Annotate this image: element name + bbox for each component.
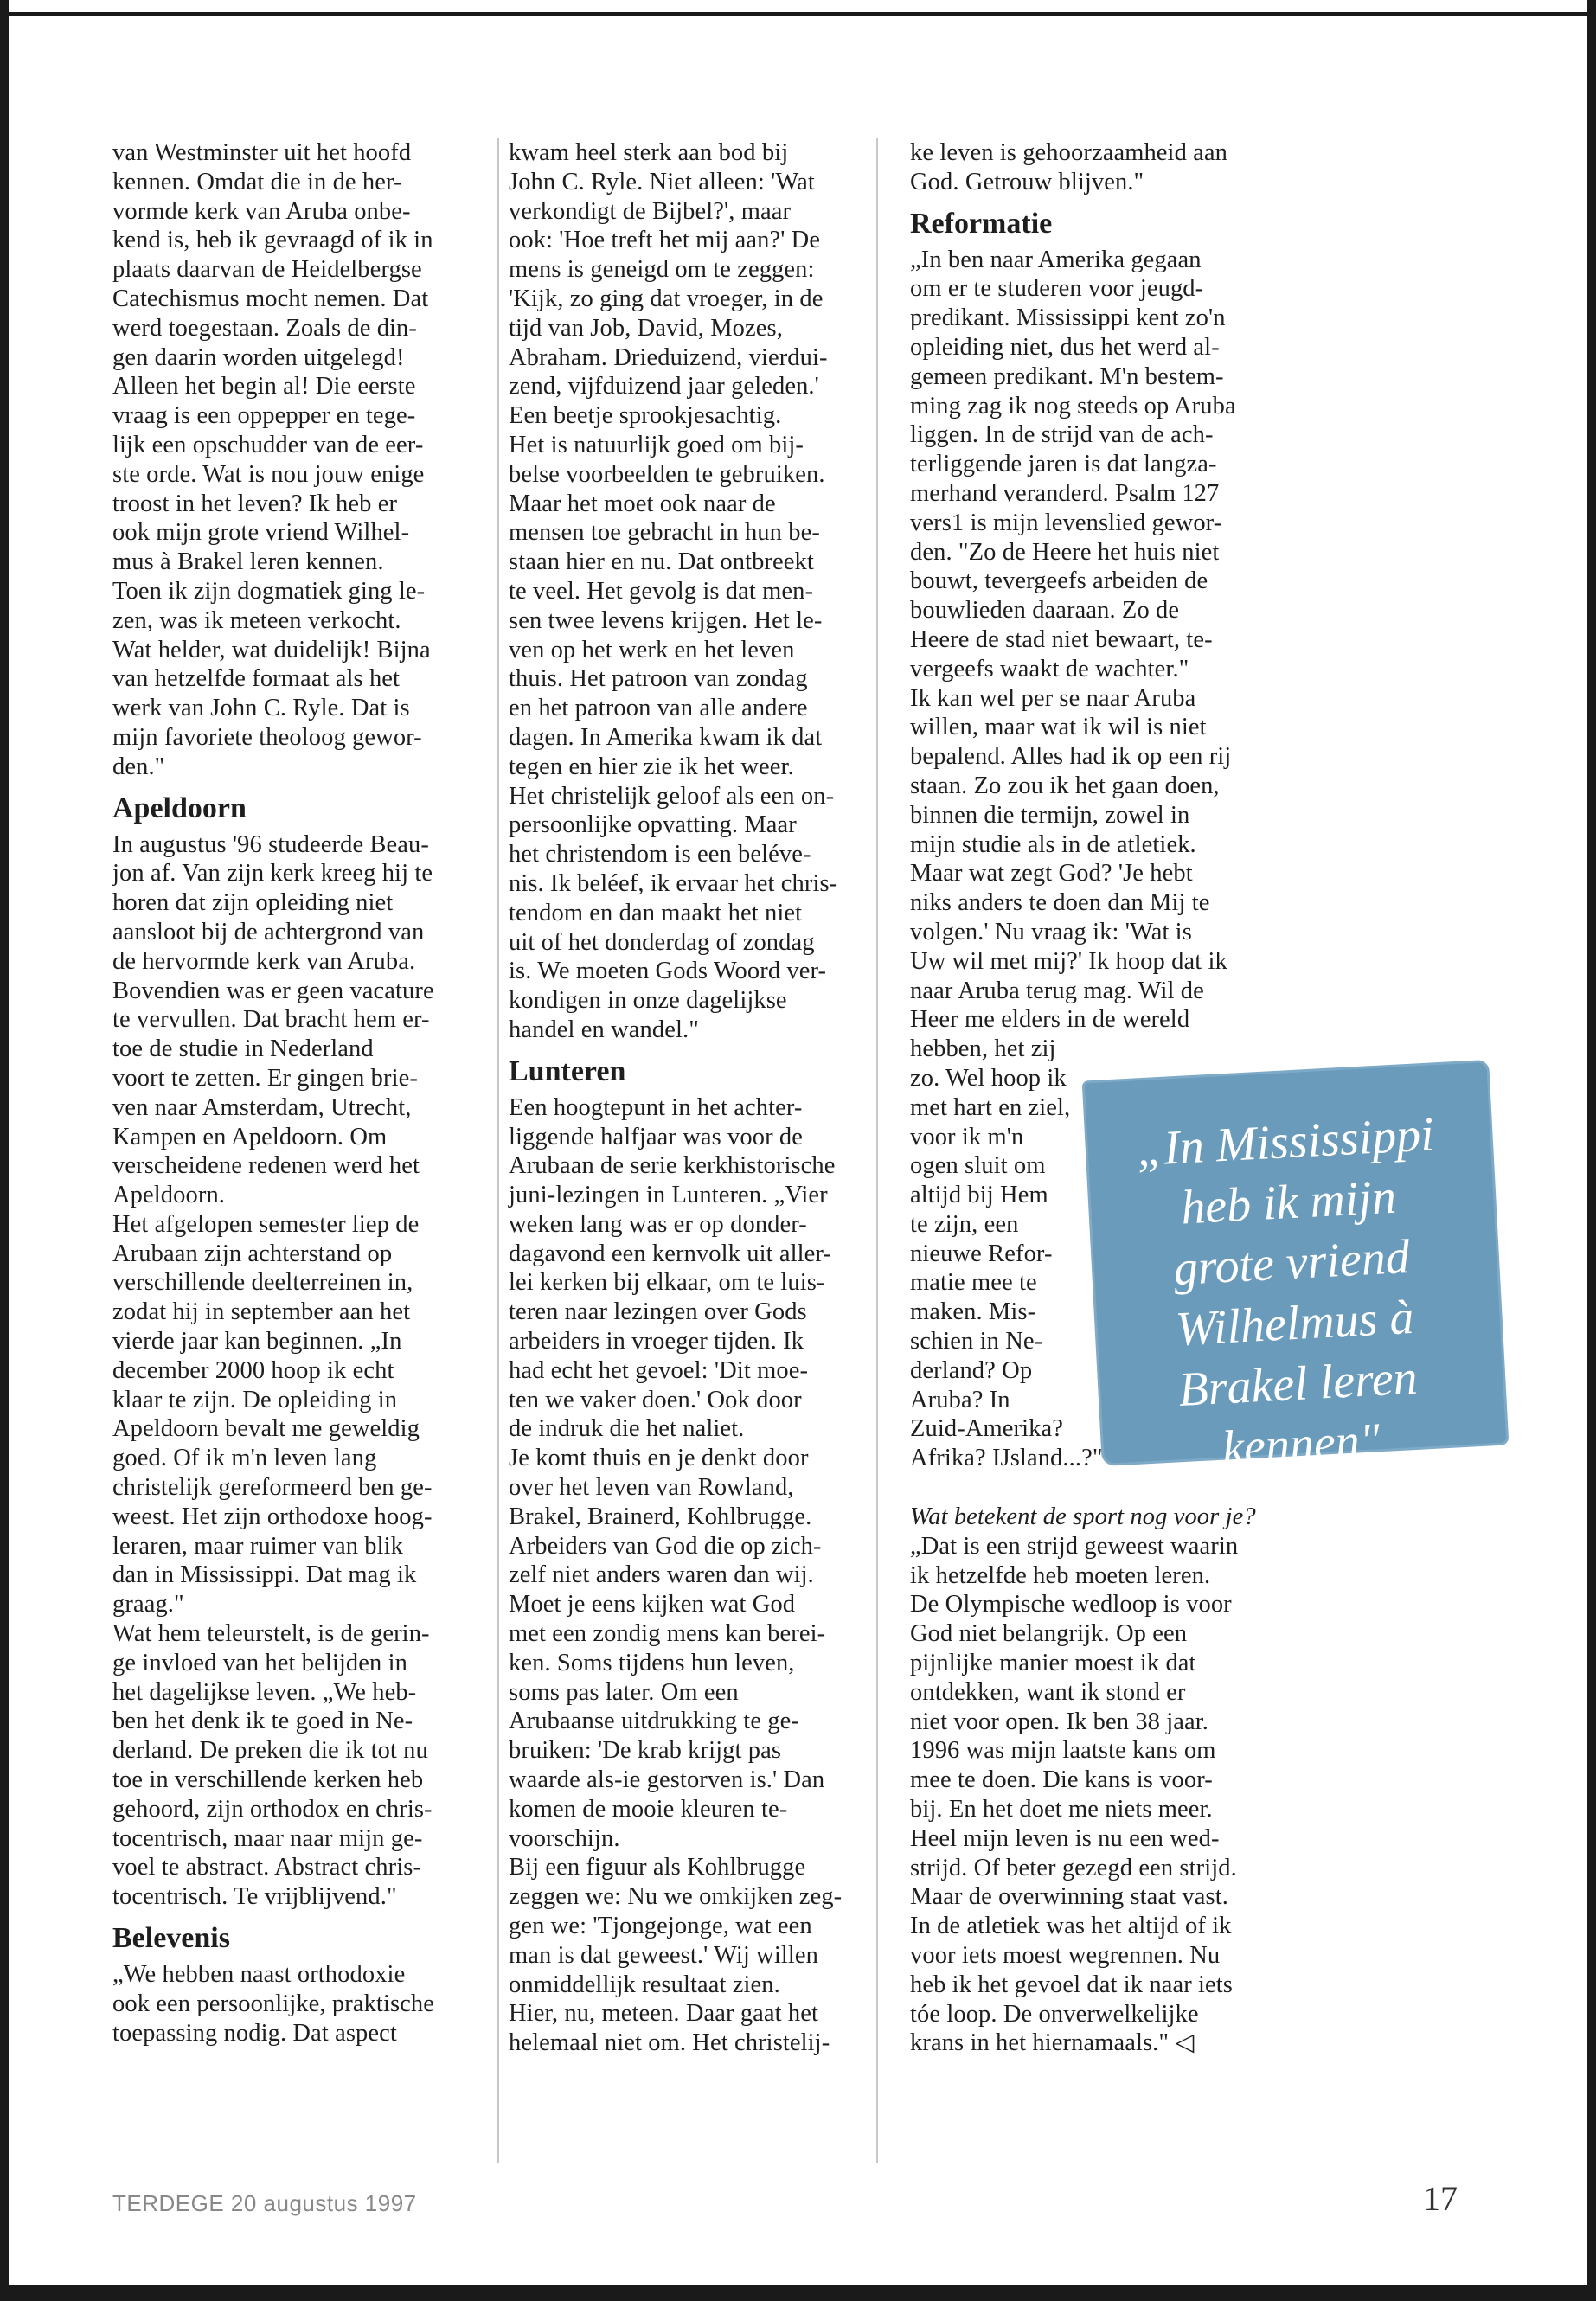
text-line: belse voorbeelden te gebruiken. <box>509 460 825 488</box>
text-line: heb ik het gevoel dat ik naar iets <box>910 1971 1233 1998</box>
text-line: verschillende deelterreinen in, <box>112 1269 413 1297</box>
text-line: Heel mijn leven is nu een wed- <box>910 1824 1220 1852</box>
text-line: staan hier en nu. Dat ontbreekt <box>509 548 814 576</box>
text-line: Heere de stad niet bewaart, te- <box>910 625 1213 653</box>
text-line: Kampen en Apeldoorn. Om <box>112 1123 388 1150</box>
text-line: Abraham. Drieduizend, vierdui- <box>509 343 828 371</box>
text-line: ben het denk ik te goed in Ne- <box>112 1708 413 1735</box>
text-line: tijd van Job, David, Mozes, <box>509 314 783 342</box>
text-line: christelijk gereformeerd ben ge- <box>112 1474 433 1502</box>
col1-text-b <box>112 830 484 1912</box>
text-line: Een beetje sprookjesachtig. <box>509 402 782 430</box>
text-line: zend, vijfduizend jaar geleden.' <box>509 373 819 401</box>
text-line: de hervormde kerk van Aruba. <box>112 947 416 975</box>
text-line: tendom en dan maakt het niet <box>509 899 803 926</box>
text-line: vraag is een oppepper en tege- <box>112 402 416 430</box>
text-line: man is dat geweest.' Wij willen <box>509 1941 818 1969</box>
text-line: God niet belangrijk. Op een <box>910 1620 1188 1648</box>
text-line: bouwlieden daaraan. Zo de <box>910 597 1180 625</box>
text-line: Je komt thuis en je denkt door <box>509 1445 809 1472</box>
pullquote-line: kennen" <box>1221 1413 1381 1476</box>
text-line: Het christelijk geloof als een on- <box>509 782 835 810</box>
text-line: ken. Soms tijdens hun leven, <box>509 1649 795 1676</box>
text-line: 'Kijk, zo ging dat vroeger, in de <box>509 285 824 312</box>
text-line: Alleen het begin al! Die eerste <box>112 373 416 401</box>
text-line: had echt het gevoel: 'Dit moe- <box>509 1356 809 1384</box>
text-line: plaats daarvan de Heidelbergse <box>112 256 422 284</box>
text-line: mens is geneigd om te zeggen: <box>509 256 815 284</box>
column-1 <box>112 138 484 2048</box>
text-line: Het afgelopen semester liep de <box>112 1210 420 1238</box>
col1-text-a <box>112 138 484 782</box>
text-line: Apeldoorn. <box>112 1182 226 1209</box>
text-line: kwam heel sterk aan bod bij <box>509 139 789 166</box>
text-line: derland. De preken die ik tot nu <box>112 1737 428 1765</box>
text-line: Afrika? IJsland...?" <box>910 1445 1103 1472</box>
text-line: ik hetzelfde heb moeten leren. <box>910 1561 1211 1589</box>
text-line: het dagelijkse leven. „We heb- <box>112 1678 417 1706</box>
text-line: ontdekken, want ik stond er <box>910 1678 1186 1706</box>
text-line: ge invloed van het belijden in <box>112 1649 407 1676</box>
text-line: december 2000 hoop ik echt <box>112 1356 394 1384</box>
text-line: matie mee te <box>910 1269 1037 1297</box>
heading-reformatie: Reformatie <box>910 207 1053 240</box>
text-line: mensen toe gebracht in hun be- <box>509 519 820 547</box>
text-line: is. We moeten Gods Woord ver- <box>509 958 827 985</box>
text-line: terliggende jaren is dat langza- <box>910 451 1217 478</box>
text-line: gen daarin worden uitgelegd! <box>112 343 405 371</box>
text-line: lijk een opschudder van de eer- <box>112 431 424 458</box>
col2-text-a <box>509 138 872 1045</box>
text-line: vers1 is mijn levenslied gewor- <box>910 509 1222 536</box>
pullquote-line: grote vriend <box>1172 1229 1412 1297</box>
pullquote-line: Brakel leren <box>1176 1350 1420 1418</box>
text-line: zen, was ik meteen verkocht. <box>112 606 401 634</box>
text-line: bruiken: 'De krab krijgt pas <box>509 1737 782 1765</box>
text-line: ste orde. Wat is nou jouw enige <box>112 460 425 488</box>
text-line: ook mijn grote vriend Wilhel- <box>112 519 410 547</box>
text-line: komen de mooie kleuren te- <box>509 1795 788 1823</box>
top-rule <box>0 12 1596 16</box>
text-line: Bij een figuur als Kohlbrugge <box>509 1854 806 1881</box>
text-line: kondigen in onze dagelijkse <box>509 987 787 1015</box>
text-line: opleiding niet, dus het werd al- <box>910 333 1220 361</box>
text-line: voel te abstract. Abstract chris- <box>112 1854 422 1881</box>
text-line: den." <box>112 753 165 780</box>
text-line: zodat hij in september aan het <box>112 1298 411 1326</box>
text-line: helemaal niet om. Het christelij- <box>509 2029 830 2057</box>
text-line: klaar te zijn. De opleiding in <box>112 1386 398 1413</box>
text-line: liggende halfjaar was voor de <box>509 1123 804 1150</box>
text-line: ogen sluit om <box>910 1152 1046 1180</box>
col3-text-narrow <box>910 1035 1109 1473</box>
text-line: onmiddellijk resultaat zien. <box>509 1971 780 1998</box>
text-line: volgen.' Nu vraag ik: 'Wat is <box>910 918 1192 945</box>
text-line: mijn favoriete theoloog gewor- <box>112 723 422 751</box>
text-line: tóe loop. De onverwelkelijke <box>910 2000 1199 2028</box>
text-line: Uw wil met mij?' Ik hoop dat ik <box>910 947 1227 975</box>
text-line: Het is natuurlijk goed om bij- <box>509 431 804 458</box>
text-line: vormde kerk van Aruba onbe- <box>112 197 411 225</box>
text-line: maken. Mis- <box>910 1298 1036 1326</box>
text-line: handel en wandel." <box>509 1016 699 1043</box>
pullquote-line: heb ik mijn <box>1179 1170 1398 1235</box>
sport-question: Wat betekent de sport nog voor je? <box>910 1503 1256 1531</box>
text-line: Arubaanse uitdrukking te ge- <box>509 1708 799 1735</box>
text-line: werk van John C. Ryle. Dat is <box>112 695 410 722</box>
pullquote-line: Wilhelmus à <box>1174 1290 1415 1357</box>
pullquote-line: „In Mississippi <box>1135 1107 1436 1177</box>
text-line: te vervullen. Dat bracht hem er- <box>112 1006 430 1034</box>
text-line: leraren, maar ruimer van blik <box>112 1532 404 1560</box>
text-line: arbeiders in vroeger tijden. Ik <box>509 1328 804 1356</box>
text-line: ven naar Amsterdam, Utrecht, <box>112 1093 412 1121</box>
text-line: Arubaan zijn achterstand op <box>112 1240 393 1267</box>
text-line: John C. Ryle. Niet alleen: 'Wat <box>509 168 815 195</box>
text-line: ke leven is gehoorzaamheid aan <box>910 139 1228 166</box>
text-line: Moet je eens kijken wat God <box>509 1591 796 1618</box>
text-line: Heer me elders in de wereld <box>910 1006 1190 1034</box>
text-line: voor ik m'n <box>910 1123 1024 1150</box>
text-line: toe de studie in Nederland <box>112 1035 374 1063</box>
text-line: „Dat is een strijd geweest waarin <box>910 1532 1239 1560</box>
text-line: hebben, het zij <box>910 1035 1056 1063</box>
column-rule-2 <box>876 138 878 2163</box>
text-line: nieuwe Refor- <box>910 1240 1053 1267</box>
text-line: weken lang was er op donder- <box>509 1210 807 1238</box>
text-line: Catechismus mocht nemen. Dat <box>112 285 429 312</box>
text-line: bepalend. Alles had ik op een rij <box>910 743 1232 771</box>
text-line: ook een persoonlijke, praktische <box>112 1990 435 2017</box>
right-border <box>1587 0 1596 2301</box>
text-line: Bovendien was er geen vacature <box>112 977 434 1004</box>
text-line: zelf niet anders waren dan wij. <box>509 1561 814 1589</box>
text-line: mee te doen. Die kans is voor- <box>910 1766 1213 1794</box>
text-line: dan in Mississippi. Dat mag ik <box>112 1561 417 1589</box>
text-line: toe in verschillende kerken heb <box>112 1766 424 1794</box>
text-line: Zuid-Amerika? <box>910 1415 1063 1443</box>
text-line: Een hoogtepunt in het achter- <box>509 1093 803 1121</box>
text-line: zeggen we: Nu we omkijken zeg- <box>509 1883 843 1911</box>
col3-text-b <box>910 246 1282 1035</box>
text-line: gen we: 'Tjongejonge, wat een <box>509 1913 812 1940</box>
text-line: van hetzelfde formaat als het <box>112 665 401 693</box>
text-line: strijd. Of beter gezegd een strijd. <box>910 1854 1237 1881</box>
col3-text-a <box>910 138 1282 197</box>
text-line: uit of het donderdag of zondag <box>509 928 815 956</box>
text-line: nis. Ik beléef, ik ervaar het chris- <box>509 869 838 897</box>
text-line: ming zag ik nog steeds op Aruba <box>910 392 1236 420</box>
text-line: binnen die termijn, zowel in <box>910 801 1190 829</box>
text-line: In de atletiek was het altijd of ik <box>910 1913 1232 1940</box>
left-border <box>0 0 9 2301</box>
text-line: altijd bij Hem <box>910 1182 1048 1209</box>
text-line: Wat helder, wat duidelijk! Bijna <box>112 636 431 663</box>
text-line: 1996 was mijn laatste kans om <box>910 1737 1216 1765</box>
text-line: niks anders te doen dan Mij te <box>910 889 1210 917</box>
column-2 <box>509 138 872 2058</box>
text-line: naar Aruba terug mag. Wil de <box>910 977 1204 1004</box>
heading-apeldoorn: Apeldoorn <box>112 792 247 824</box>
text-line: liggen. In de strijd van de ach- <box>910 421 1214 449</box>
text-line: Aruba? In <box>910 1386 1010 1413</box>
text-line: bij. En het doet me niets meer. <box>910 1796 1213 1823</box>
heading-lunteren: Lunteren <box>509 1054 626 1087</box>
pullquote-text <box>1093 1102 1492 1484</box>
text-line: In augustus '96 studeerde Beau- <box>112 830 429 858</box>
page-number: 17 <box>1423 2179 1458 2218</box>
text-line: verscheidene redenen werd het <box>112 1152 420 1180</box>
col3-text-c <box>910 1532 1282 2058</box>
bottom-border <box>0 2285 1596 2301</box>
text-line: persoonlijke opvatting. Maar <box>509 811 797 839</box>
text-line: Brakel, Brainerd, Kohlbrugge. <box>509 1503 812 1530</box>
text-line: horen dat zijn opleiding niet <box>112 889 394 917</box>
text-line: willen, maar wat ik wil is niet <box>910 714 1207 741</box>
text-line: troost in het leven? Ik heb er <box>112 490 398 517</box>
text-line: God. Getrouw blijven." <box>910 168 1144 195</box>
text-line: voor iets moest wegrennen. Nu <box>910 1942 1221 1970</box>
text-line: tegen en hier zie ik het weer. <box>509 753 794 780</box>
text-line: voort te zetten. Er gingen brie- <box>112 1064 418 1092</box>
text-line: en het patroon van alle andere <box>509 695 808 722</box>
text-line: graag." <box>112 1591 184 1618</box>
text-line: Apeldoorn bevalt me geweldig <box>112 1415 420 1443</box>
text-line: kennen. Omdat die in de her- <box>112 168 402 195</box>
text-line: merhand veranderd. Psalm 127 <box>910 479 1220 507</box>
text-line: sen twee levens krijgen. Het le- <box>509 606 823 634</box>
text-line: Arubaan de serie kerkhistorische <box>509 1152 836 1180</box>
text-line: mijn studie als in de atletiek. <box>910 830 1196 858</box>
text-line: vergeefs waakt de wachter." <box>910 655 1189 683</box>
text-line: derland? Op <box>910 1356 1033 1384</box>
footer-publication: TERDEGE 20 augustus 1997 <box>112 2190 417 2216</box>
text-line: Toen ik zijn dogmatiek ging le- <box>112 577 426 605</box>
text-line: de indruk die het naliet. <box>509 1415 745 1443</box>
text-line: „We hebben naast orthodoxie <box>112 1961 406 1989</box>
text-line: werd toegestaan. Zoals de din- <box>112 314 417 342</box>
text-line: gehoord, zijn orthodox en chris- <box>112 1795 433 1823</box>
text-line: aansloot bij de achtergrond van <box>112 918 425 945</box>
text-line: Ik kan wel per se naar Aruba <box>910 684 1196 712</box>
text-line: om er te studeren voor jeugd- <box>910 275 1204 303</box>
text-line: vierde jaar kan beginnen. „In <box>112 1328 402 1356</box>
text-line: De Olympische wedloop is voor <box>910 1591 1232 1618</box>
text-line: zo. Wel hoop ik <box>910 1064 1067 1092</box>
text-line: predikant. Mississippi kent zo'n <box>910 304 1226 332</box>
text-line: staan. Zo zou ik het gaan doen, <box>910 772 1220 799</box>
text-line: weest. Het zijn orthodoxe hoog- <box>112 1503 433 1530</box>
text-line: Arbeiders van God die op zich- <box>509 1532 822 1560</box>
text-line: het christendom is een belév​e- <box>509 841 811 868</box>
text-line: tocentrisch. Te vrijblijvend." <box>112 1883 397 1911</box>
text-line: juni-lezingen in Lunteren. „Vier <box>509 1182 828 1209</box>
text-line: met een zondig mens kan berei- <box>509 1620 826 1648</box>
text-line: van Westminster uit het hoofd <box>112 139 412 166</box>
text-line: ten we vaker doen.' Ook door <box>509 1386 802 1413</box>
text-line: krans in het hiernamaals." ◁ <box>910 2029 1195 2057</box>
text-line: met hart en ziel, <box>910 1093 1071 1121</box>
text-line: Maar wat zegt God? 'Je hebt <box>910 860 1193 888</box>
text-line: over het leven van Rowland, <box>509 1474 794 1502</box>
text-line: bouwt, tevergeefs arbeiden de <box>910 567 1208 595</box>
text-line: goed. Of ik m'n leven lang <box>112 1445 377 1472</box>
col2-text-b <box>509 1093 872 2058</box>
text-line: ven op het werk en het leven <box>509 636 795 663</box>
text-line: te veel. Het gevolg is dat men- <box>509 577 814 605</box>
text-line: schien in Ne- <box>910 1328 1043 1356</box>
text-line: lei kerken bij elkaar, om te luis- <box>509 1269 825 1297</box>
text-line: dagen. In Amerika kwam ik dat <box>509 723 823 751</box>
text-line: gemeen predikant. M'n bestem- <box>910 362 1224 390</box>
text-line: ook: 'Hoe treft het mij aan?' De <box>509 227 821 254</box>
col1-text-c <box>112 1960 484 2048</box>
text-line: Wat hem teleurstelt, is de gerin- <box>112 1620 430 1648</box>
text-line: kend is, heb ik gevraagd of ik in <box>112 227 433 254</box>
text-line: toepassing nodig. Dat aspect <box>112 2019 397 2047</box>
text-line: voorschijn. <box>509 1824 620 1852</box>
text-line: jon af. Van zijn kerk kreeg hij te <box>112 860 433 888</box>
text-line: thuis. Het patroon van zondag <box>509 665 808 693</box>
column-rule-1 <box>497 138 499 2163</box>
text-line: Hier, nu, meteen. Daar gaat het <box>509 2000 819 2028</box>
text-line: soms pas later. Om een <box>509 1678 739 1706</box>
text-line: Maar de overwinning staat vast. <box>910 1883 1228 1911</box>
text-line: den. "Zo de Heere het huis niet <box>910 538 1220 566</box>
text-line: pijnlijke manier moest ik dat <box>910 1650 1196 1677</box>
text-line: waarde als-ie gestorven is.' Dan <box>509 1766 825 1794</box>
text-line: mus à Brakel leren kennen. <box>112 548 384 576</box>
heading-belevenis: Belevenis <box>112 1922 230 1955</box>
text-line: tocentrisch, maar naar mijn ge- <box>112 1824 423 1852</box>
text-line: Maar het moet ook naar de <box>509 490 776 517</box>
text-line: teren naar lezingen over Gods <box>509 1298 807 1326</box>
text-line: te zijn, een <box>910 1210 1019 1238</box>
text-line: dagavond een kernvolk uit aller- <box>509 1240 831 1267</box>
text-line: verkondigt de Bijbel?', maar <box>509 197 792 225</box>
text-line: niet voor open. Ik ben 38 jaar. <box>910 1708 1209 1735</box>
text-line: „In ben naar Amerika gegaan <box>910 246 1202 273</box>
